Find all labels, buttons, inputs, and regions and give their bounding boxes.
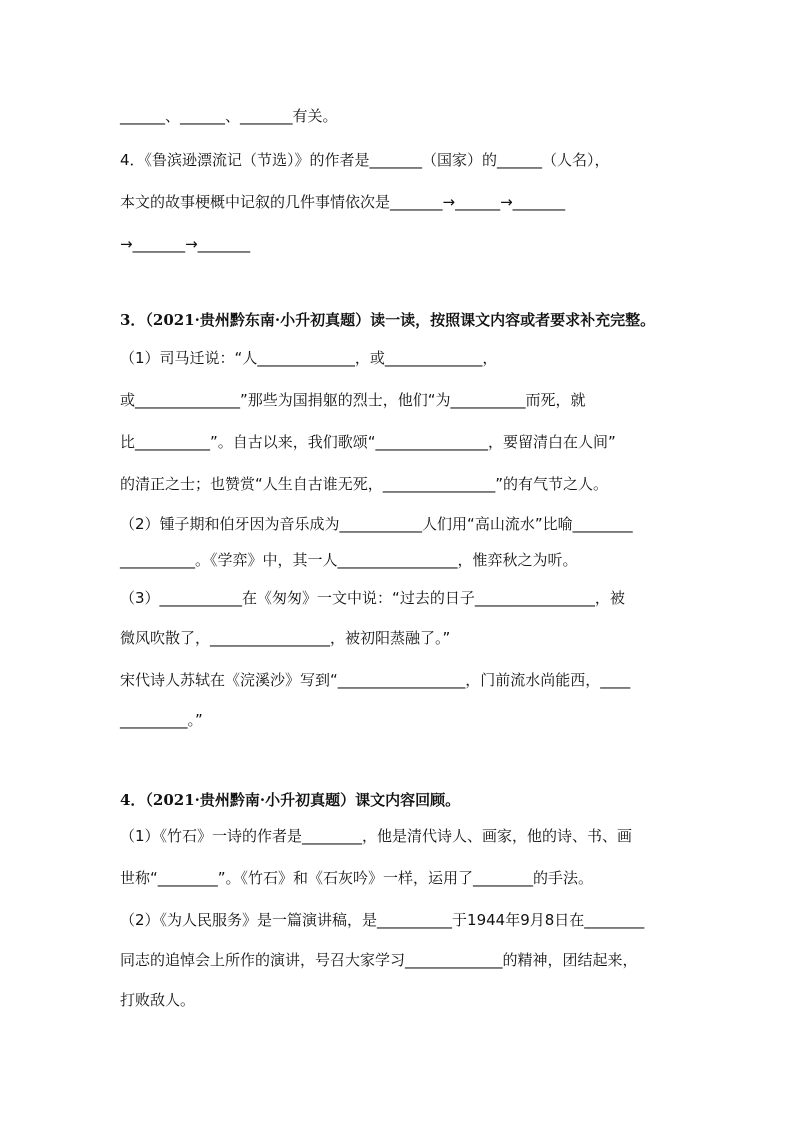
text-line-13: 微风吹散了，________________，被初阳蒸融了。” bbox=[120, 629, 451, 647]
text-line-2: 4．《鲁滨逊漂流记（节选）》的作者是_______（国家）的______（人名）， bbox=[120, 151, 610, 169]
text-line-11: __________。《学弈》中，其一人________________，惟弈秋之为听。 bbox=[120, 551, 578, 569]
text-line-12: （3）___________在《匆匆》一文中说：“过去的日子________________，被 bbox=[120, 589, 625, 607]
text-line-10: （2）锺子期和伯牙因为音乐成为___________人们用“高山流水”比喻________ bbox=[120, 515, 633, 533]
text-line-7: 或______________”那些为国捐躯的烈士，他们“为__________而死，就 bbox=[120, 391, 586, 409]
text-line-8: 比__________”。自古以来，我们歌颂“_______________，要留清白在人间” bbox=[120, 433, 616, 451]
text-line-9: 的清正之士；也赞赏“人生自古谁无死，_______________”的有气节之人。 bbox=[120, 475, 609, 493]
text-line-6: （1）司马迁说：“人_____________，或_____________， bbox=[120, 349, 498, 367]
text-line-15: _________。” bbox=[120, 711, 203, 729]
question-4-heading: 4．（2021·贵州黔南·小升初真题）课文内容回顾。 bbox=[120, 791, 461, 809]
text-line-3: 本文的故事梗概中记叙的几件事情依次是_______→______→_______ bbox=[120, 193, 566, 211]
text-line-19: （2）《为人民服务》是一篇演讲稿，是__________于1944年9月8日在________ bbox=[120, 911, 645, 929]
text-line-1: ______、______、_______有关。 bbox=[120, 107, 338, 125]
text-line-21: 打败敌人。 bbox=[120, 991, 196, 1009]
question-3-heading: 3．（2021·贵州黔东南·小升初真题）读一读，按照课文内容或者要求补充完整。 bbox=[120, 311, 656, 329]
text-line-14: 宋代诗人苏轼在《浣溪沙》写到“_________________，门前流水尚能西，____ bbox=[120, 671, 631, 689]
text-line-20: 同志的追悼会上所作的演讲，号召大家学习_____________的精神，团结起来， bbox=[120, 951, 638, 969]
text-line-17: （1）《竹石》一诗的作者是________，他是清代诗人、画家，他的诗、书、画 bbox=[120, 827, 633, 845]
text-line-4: →_______→_______ bbox=[120, 235, 251, 253]
text-line-18: 世称“________”。《竹石》和《石灰吟》一样，运用了________的手法。 bbox=[120, 869, 594, 887]
